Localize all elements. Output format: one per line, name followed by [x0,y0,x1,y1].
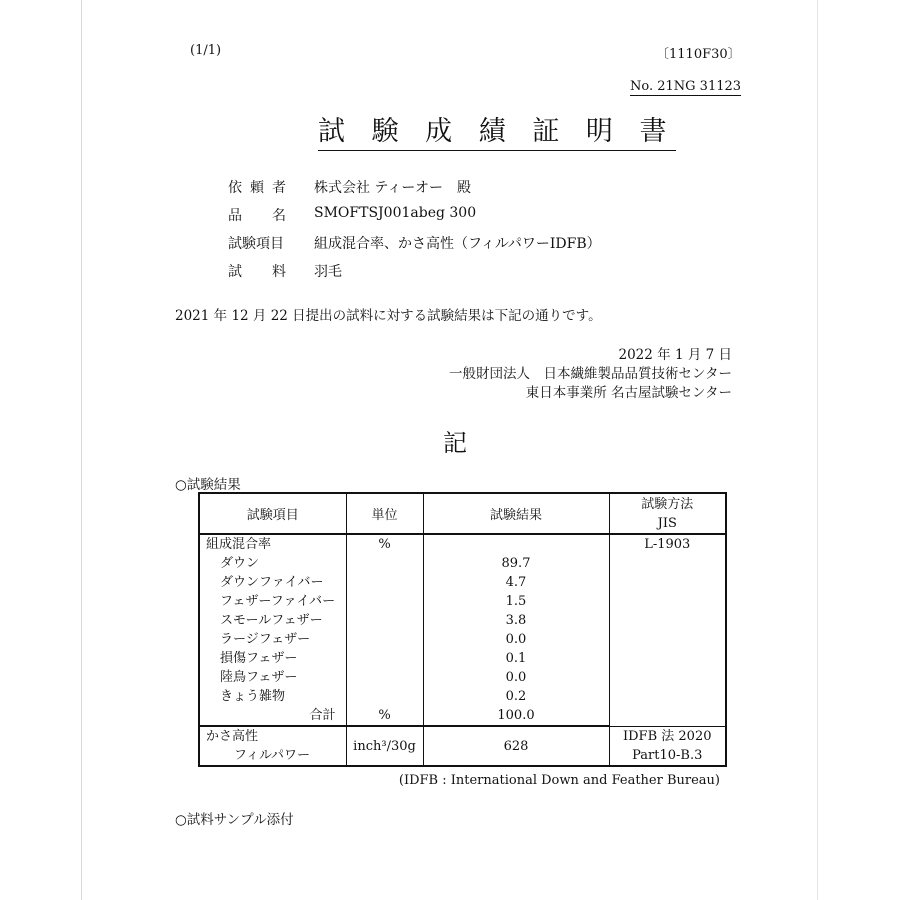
header-test-item: 試験項目 [199,493,346,534]
item-value: 0.0 [423,668,609,687]
item-name: スモールフェザー [199,611,346,630]
client-value: 株式会社 ティーオー 殿 [314,180,472,196]
total-value: 100.0 [423,706,609,726]
issuer-branch: 東日本事業所 名古屋試験センター [525,385,732,401]
client-label: 依 頼 者 [228,180,286,196]
total-unit: % [346,706,423,726]
loft-method-line1: IDFB 法 2020 [623,728,712,744]
loft-row [199,726,726,766]
loft-unit: inch³/30g [346,726,423,766]
composition-method: L-1903 [609,534,726,726]
item-value: 1.5 [423,592,609,611]
item-name: ダウン [199,554,346,573]
product-name-label: 品 名 [228,208,286,224]
item-value: 0.2 [423,687,609,706]
header-method-line1: 試験方法 [641,496,694,512]
sample-label: 試 料 [228,264,286,280]
item-value: 0.0 [423,630,609,649]
composition-label: 組成混合率 [199,534,346,554]
sample-value: 羽毛 [314,264,342,280]
loft-label-line1: かさ高性 [206,729,259,744]
product-name-value: SMOFTSJ001abeg 300 [314,205,477,221]
loft-label-line2: フィルパワー [234,748,311,763]
total-label: 合計 [199,706,346,726]
results-heading: ○試験結果 [175,477,241,493]
table-header-row [199,493,726,534]
loft-method [609,726,726,766]
page-title: 試 験 成 績 証 明 書 [318,115,676,151]
item-value: 3.8 [423,611,609,630]
ki-heading: 記 [443,429,467,457]
header-result: 試験結果 [423,493,609,534]
page-number: (1/1) [190,43,222,58]
item-value: 0.1 [423,649,609,668]
item-name: きょう雑物 [199,687,346,706]
item-name: 陸鳥フェザー [199,668,346,687]
item-name: ダウンファイバー [199,573,346,592]
header-method-line2: JIS [657,515,677,531]
table-row [199,534,726,554]
sample-attachment-heading: ○試料サンプル添付 [175,812,294,828]
item-value: 4.7 [423,573,609,592]
statement-text: 2021 年 12 月 22 日提出の試料に対する試験結果は下記の通りです。 [175,308,602,324]
loft-value: 628 [423,726,609,766]
results-table [198,492,727,767]
item-name: ラージフェザー [199,630,346,649]
header-method [609,493,726,534]
item-name: フェザーファイバー [199,592,346,611]
report-number: No. 21NG 31123 [630,79,742,94]
issue-date: 2022 年 1 月 7 日 [618,347,732,363]
issuer-organization: 一般財団法人 日本繊維製品品質技術センター [449,366,732,382]
table-note: (IDFB : International Down and Feather Bureau) [398,773,720,788]
item-value: 89.7 [423,554,609,573]
header-unit: 単位 [346,493,423,534]
document-code: 〔1110F30〕 [656,47,741,62]
loft-label [199,726,346,766]
test-items-label: 試験項目 [228,236,284,252]
test-items-value: 組成混合率、かさ高性（フィルパワーIDFB） [314,236,601,252]
item-name: 損傷フェザー [199,649,346,668]
composition-unit: % [346,534,423,554]
loft-method-line2: Part10-B.3 [632,747,703,763]
